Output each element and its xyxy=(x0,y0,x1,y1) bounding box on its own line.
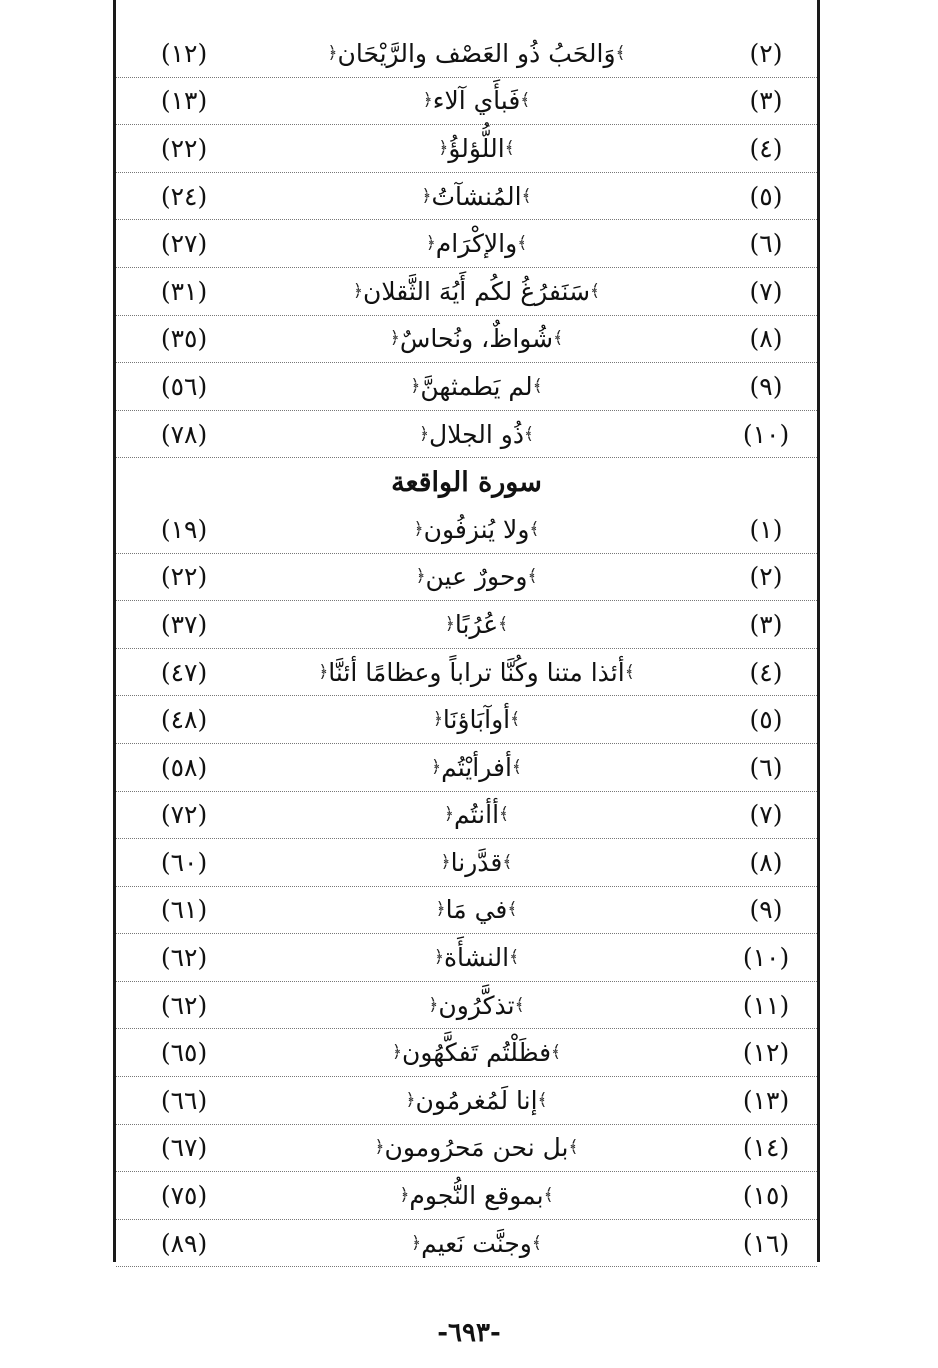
verse-number: (٣٥) xyxy=(160,324,208,354)
ornate-bracket-open: ﴾ xyxy=(504,137,515,158)
word-text: ولا يُنزفُون xyxy=(423,514,530,544)
word-text: المُنشآتُ xyxy=(431,181,522,211)
word-text: إنا لَمُغرمُون xyxy=(415,1085,538,1115)
verse-number: (٦٢) xyxy=(160,943,208,973)
entry-index: (١١) xyxy=(742,990,790,1020)
verse-number: (٣٧) xyxy=(160,609,208,639)
entry-index: (١٣) xyxy=(742,1085,790,1115)
verse-number: (٨٩) xyxy=(160,1228,208,1258)
ornate-bracket-open: ﴾ xyxy=(532,375,543,396)
entry-index: (١٢) xyxy=(742,1038,790,1068)
entry-index: (٩) xyxy=(749,895,783,925)
word-text: تذكَّرُون xyxy=(438,990,515,1020)
ornate-bracket-open: ﴾ xyxy=(509,947,520,968)
quran-word xyxy=(246,696,707,743)
ornate-bracket-open: ﴾ xyxy=(527,566,538,587)
ornate-bracket-open: ﴾ xyxy=(590,280,601,301)
verse-number: (٧٢) xyxy=(160,800,208,830)
ornate-bracket-close: ﴿ xyxy=(411,1232,422,1253)
verse-number: (٥٨) xyxy=(160,752,208,782)
quran-word xyxy=(246,363,707,410)
table-row xyxy=(116,1029,817,1077)
verse-number: (٧٨) xyxy=(160,419,208,449)
quran-word xyxy=(246,554,707,601)
entry-index: (٧) xyxy=(749,276,783,306)
table-row xyxy=(116,601,817,649)
entry-index: (٤) xyxy=(749,133,783,163)
ornate-bracket-open: ﴾ xyxy=(531,1232,542,1253)
ornate-bracket-close: ﴿ xyxy=(431,756,442,777)
ornate-bracket-open: ﴾ xyxy=(551,1042,562,1063)
verse-number: (٧٥) xyxy=(160,1181,208,1211)
verse-number: (٢٢) xyxy=(160,562,208,592)
word-text: فظَلْتُم تَفكَّهُون xyxy=(401,1038,552,1068)
table-row xyxy=(116,744,817,792)
ornate-bracket-open: ﴾ xyxy=(520,90,531,111)
entry-index: (٢) xyxy=(749,562,783,592)
quran-word xyxy=(246,934,707,981)
ornate-bracket-close: ﴿ xyxy=(428,994,439,1015)
entry-index: (٣) xyxy=(749,609,783,639)
verse-number: (٤٨) xyxy=(160,705,208,735)
page-frame xyxy=(113,0,820,1262)
quran-word xyxy=(246,1125,707,1172)
quran-word xyxy=(246,173,707,220)
quran-word xyxy=(246,1077,707,1124)
quran-word xyxy=(246,411,707,458)
quran-word xyxy=(246,1172,707,1219)
ornate-bracket-close: ﴿ xyxy=(413,518,424,539)
word-text: النشأَة xyxy=(443,943,510,973)
verse-number: (٢٢) xyxy=(160,133,208,163)
table-row xyxy=(116,506,817,554)
verse-number: (٤٧) xyxy=(160,657,208,687)
entry-index: (٨) xyxy=(749,847,783,877)
entry-index: (٥) xyxy=(749,705,783,735)
word-text: في مَا xyxy=(445,895,508,925)
ornate-bracket-open: ﴾ xyxy=(507,899,518,920)
ornate-bracket-open: ﴾ xyxy=(502,851,513,872)
entry-index: (٤) xyxy=(749,657,783,687)
quran-word xyxy=(246,792,707,839)
ornate-bracket-close: ﴿ xyxy=(399,1185,410,1206)
ornate-bracket-open: ﴾ xyxy=(615,42,626,63)
word-text: عُرُبًا xyxy=(454,609,499,639)
surah-title: سورة الواقعة xyxy=(391,466,542,498)
ornate-bracket-close: ﴿ xyxy=(421,185,432,206)
word-text: فَبأَي آلاء xyxy=(432,86,521,116)
ornate-bracket-open: ﴾ xyxy=(568,1137,579,1158)
entry-index: (٦) xyxy=(749,752,783,782)
ornate-bracket-close: ﴿ xyxy=(440,851,451,872)
table-row xyxy=(116,982,817,1030)
table-row xyxy=(116,696,817,744)
table-row xyxy=(116,268,817,316)
ornate-bracket-open: ﴾ xyxy=(517,233,528,254)
table-row xyxy=(116,649,817,697)
ornate-bracket-open: ﴾ xyxy=(499,804,509,825)
ornate-bracket-open: ﴾ xyxy=(529,518,540,539)
ornate-bracket-open: ﴾ xyxy=(543,1185,554,1206)
table-row xyxy=(116,934,817,982)
entry-index: (٥) xyxy=(749,181,783,211)
quran-word xyxy=(246,78,707,125)
quran-word xyxy=(246,316,707,363)
quran-word xyxy=(246,744,707,791)
verse-number: (٣١) xyxy=(160,276,208,306)
entry-index: (١٦) xyxy=(742,1228,790,1258)
word-list xyxy=(116,30,817,1267)
ornate-bracket-open: ﴾ xyxy=(523,423,534,444)
ornate-bracket-close: ﴿ xyxy=(374,1137,385,1158)
word-text: أئذا متنا وكُنَّا تراباً وعظامًا أئنَّا xyxy=(328,657,625,687)
quran-word xyxy=(246,649,707,696)
quran-word xyxy=(246,1220,707,1267)
ornate-bracket-close: ﴿ xyxy=(433,947,444,968)
verse-number: (٢٧) xyxy=(160,229,208,259)
entry-index: (٦) xyxy=(749,229,783,259)
table-row xyxy=(116,839,817,887)
word-text: أوآبَاؤنَا xyxy=(442,705,511,735)
quran-word xyxy=(246,887,707,934)
verse-number: (٦٥) xyxy=(160,1038,208,1068)
table-row xyxy=(116,1172,817,1220)
word-text: وحورٌ عين xyxy=(425,562,528,592)
quran-word xyxy=(246,1029,707,1076)
word-text: لم يَطمثهنَّ xyxy=(420,371,533,401)
ornate-bracket-close: ﴿ xyxy=(444,613,455,634)
table-row xyxy=(116,887,817,935)
word-text: اللُّؤلؤُ xyxy=(448,133,505,163)
word-text: شُواظٌ، ونُحاسٌ xyxy=(399,324,554,354)
quran-word xyxy=(246,839,707,886)
quran-word xyxy=(246,601,707,648)
ornate-bracket-close: ﴿ xyxy=(425,233,436,254)
entry-index: (٨) xyxy=(749,324,783,354)
entry-index: (٣) xyxy=(749,86,783,116)
verse-number: (١٢) xyxy=(160,38,208,68)
word-text: قدَّرنا xyxy=(450,847,503,877)
ornate-bracket-open: ﴾ xyxy=(510,709,521,730)
entry-index: (١) xyxy=(749,514,783,544)
verse-number: (٦٠) xyxy=(160,847,208,877)
word-text: والإكْرَام xyxy=(435,229,518,259)
page-number: -٦٩٣- xyxy=(437,1318,501,1348)
ornate-bracket-open: ﴾ xyxy=(537,1089,548,1110)
ornate-bracket-close: ﴿ xyxy=(415,566,426,587)
table-row xyxy=(116,220,817,268)
word-text: ذُو الجلال xyxy=(429,419,524,449)
verse-number: (٦٧) xyxy=(160,1133,208,1163)
ornate-bracket-open: ﴾ xyxy=(511,756,522,777)
ornate-bracket-close: ﴿ xyxy=(435,899,446,920)
ornate-bracket-close: ﴿ xyxy=(389,328,400,349)
entry-index: (٢) xyxy=(749,38,783,68)
entry-index: (١٠) xyxy=(742,419,790,449)
table-row xyxy=(116,554,817,602)
surah-header xyxy=(116,458,817,506)
word-text: سَنَفرُغُ لكُم أَيُهَ الثَّقلان xyxy=(362,276,591,306)
ornate-bracket-open: ﴾ xyxy=(521,185,532,206)
entry-index: (١٠) xyxy=(742,943,790,973)
ornate-bracket-open: ﴾ xyxy=(498,613,509,634)
ornate-bracket-open: ﴾ xyxy=(624,661,635,682)
table-row xyxy=(116,78,817,126)
quran-word xyxy=(246,268,707,315)
table-row xyxy=(116,1125,817,1173)
entry-index: (٧) xyxy=(749,800,783,830)
quran-word xyxy=(246,220,707,267)
word-text: بموقع النُّجوم xyxy=(409,1181,544,1211)
ornate-bracket-close: ﴿ xyxy=(422,90,433,111)
table-row xyxy=(116,173,817,221)
word-text: وجنَّت نَعيم xyxy=(421,1228,532,1258)
ornate-bracket-close: ﴿ xyxy=(352,280,363,301)
quran-word xyxy=(246,125,707,172)
ornate-bracket-close: ﴿ xyxy=(405,1089,416,1110)
ornate-bracket-close: ﴿ xyxy=(392,1042,402,1063)
verse-number: (٥٦) xyxy=(160,371,208,401)
ornate-bracket-close: ﴿ xyxy=(419,423,430,444)
table-row xyxy=(116,363,817,411)
entry-index: (١٤) xyxy=(742,1133,790,1163)
entry-index: (١٥) xyxy=(742,1181,790,1211)
quran-word xyxy=(246,982,707,1029)
word-text: وَالحَبُ ذُو العَصْف والرَّيْحَان xyxy=(337,38,616,68)
verse-number: (٦١) xyxy=(160,895,208,925)
table-row xyxy=(116,1077,817,1125)
ornate-bracket-close: ﴿ xyxy=(438,137,449,158)
verse-number: (٦٢) xyxy=(160,990,208,1020)
word-text: أفرأيْتُم xyxy=(441,752,512,782)
verse-number: (٦٦) xyxy=(160,1085,208,1115)
table-row xyxy=(116,30,817,78)
table-row xyxy=(116,792,817,840)
quran-word xyxy=(246,506,707,553)
ornate-bracket-close: ﴿ xyxy=(410,375,421,396)
quran-word xyxy=(246,30,707,77)
table-row xyxy=(116,1220,817,1268)
ornate-bracket-close: ﴿ xyxy=(327,42,338,63)
ornate-bracket-open: ﴾ xyxy=(514,994,525,1015)
ornate-bracket-close: ﴿ xyxy=(432,709,443,730)
verse-number: (٢٤) xyxy=(160,181,208,211)
verse-number: (١٣) xyxy=(160,86,208,116)
ornate-bracket-close: ﴿ xyxy=(444,804,454,825)
verse-number: (١٩) xyxy=(160,514,208,544)
word-text: بل نحن مَحرُومون xyxy=(384,1133,569,1163)
word-text: أأنتُم xyxy=(453,800,500,830)
table-row xyxy=(116,411,817,459)
ornate-bracket-open: ﴾ xyxy=(553,328,564,349)
entry-index: (٩) xyxy=(749,371,783,401)
ornate-bracket-close: ﴿ xyxy=(318,661,329,682)
table-row xyxy=(116,125,817,173)
table-row xyxy=(116,316,817,364)
